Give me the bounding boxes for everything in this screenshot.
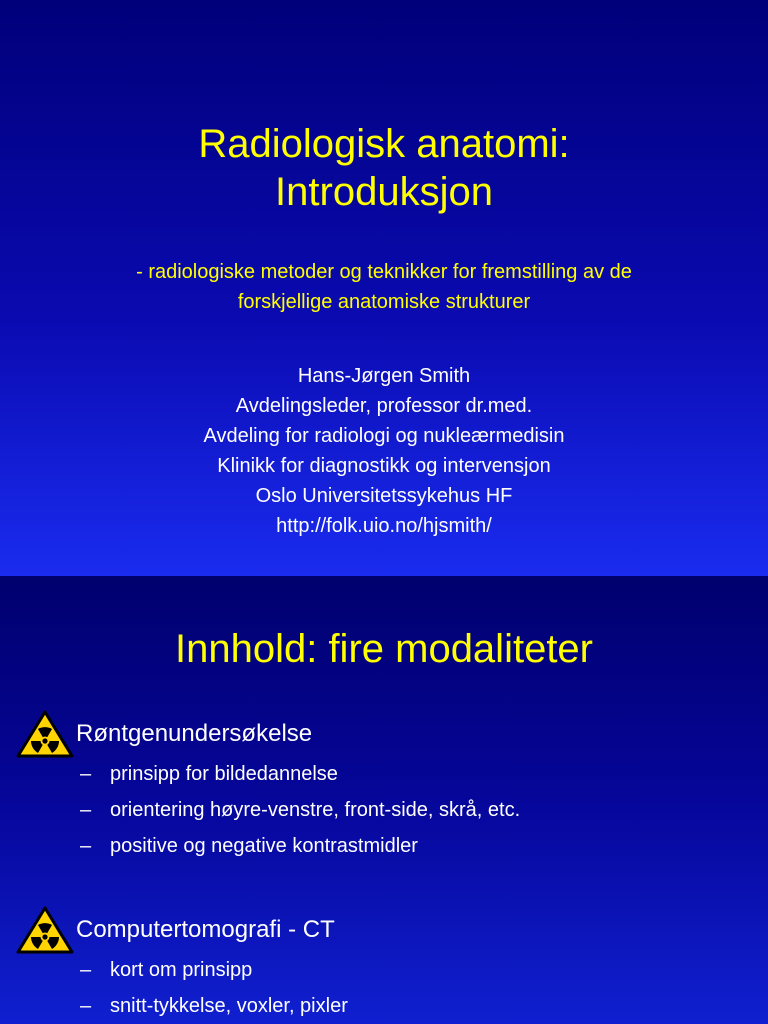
section-label: Røntgenundersøkelse — [76, 720, 313, 747]
title-line-1: Radiologisk anatomi: — [198, 122, 570, 166]
contents-title: Innhold: fire modaliteter — [174, 627, 593, 671]
author-clinic: Klinikk for diagnostikk og intervensjon — [217, 455, 551, 477]
author-position: Avdelingsleder, professor dr.med. — [235, 395, 533, 417]
radiation-warning-icon — [16, 906, 74, 954]
list-item: – orientering høyre-venstre, front-side, skrå, etc. — [80, 799, 521, 821]
list-item: – snitt-tykkelse, voxler, pixler — [80, 995, 348, 1017]
author-hospital: Oslo Universitetssykehus HF — [255, 485, 513, 507]
list-item: – prinsipp for bildedannelse — [80, 763, 338, 785]
section-label: Computertomografi - CT — [76, 916, 335, 943]
radiation-warning-icon — [16, 710, 74, 758]
list-item: – kort om prinsipp — [80, 959, 253, 981]
slide-title-heading — [0, 120, 768, 216]
slide-subtitle — [30, 257, 738, 317]
author-name: Hans-Jørgen Smith — [297, 365, 471, 387]
author-department: Avdeling for radiologi og nukleærmedisin — [203, 425, 565, 447]
author-url: http://folk.uio.no/hjsmith/ — [276, 515, 492, 537]
slide-contents — [0, 576, 768, 1024]
subtitle-line-1: - radiologiske metoder og teknikker for fremstilling av de — [136, 261, 632, 283]
section-ct — [16, 906, 335, 954]
list-item: – positive og negative kontrastmidler — [80, 835, 418, 857]
title-line-2: Introduksjon — [275, 170, 493, 214]
section-rontgen — [16, 710, 312, 758]
author-block — [0, 361, 768, 541]
subtitle-line-2: forskjellige anatomiske strukturer — [237, 291, 531, 313]
